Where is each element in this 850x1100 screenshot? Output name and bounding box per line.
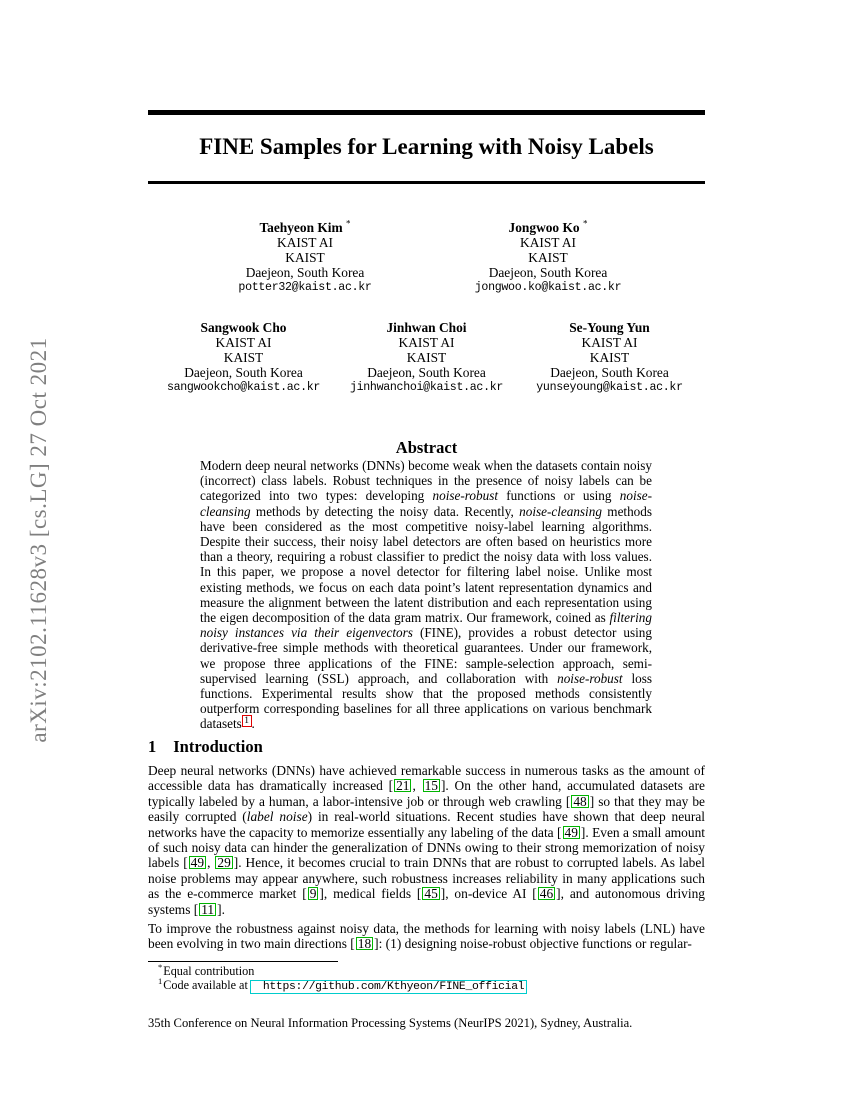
author-name: [441, 220, 656, 235]
author-email: jinhwanchoi@kaist.ac.kr: [349, 381, 504, 395]
title-rule-top: [148, 110, 705, 115]
author-affiliation: KAIST AI: [581, 335, 638, 351]
author-card: [338, 320, 516, 395]
author-name-text: Jinhwan Choi: [386, 320, 467, 335]
emphasized-text: noise-cleansing: [519, 503, 602, 519]
citation-link[interactable]: 49: [190, 855, 205, 871]
citation-link[interactable]: 48: [573, 793, 587, 809]
author-affiliation: Daejeon, South Korea: [550, 365, 669, 381]
author-card: [155, 320, 333, 395]
citation-link[interactable]: 15: [424, 778, 438, 794]
code-url-link[interactable]: https://github.com/Kthyeon/FINE_official: [250, 980, 527, 994]
authors-row-1: [148, 220, 705, 295]
author-card: [441, 220, 656, 295]
footnote-rule: [148, 961, 338, 962]
arxiv-watermark: arXiv:2102.11628v3 [cs.LG] 27 Oct 2021: [26, 337, 51, 743]
author-email: potter32@kaist.ac.kr: [238, 281, 372, 295]
equal-contribution-mark: *: [582, 218, 588, 229]
author-affiliation: KAIST: [406, 350, 447, 366]
author-affiliation: KAIST AI: [215, 335, 272, 351]
conference-footer: 35th Conference on Neural Information Processing Systems (NeurIPS 2021), Sydney, Australia.: [148, 1016, 633, 1030]
author-card: [198, 220, 413, 295]
author-affiliation: KAIST: [589, 350, 630, 366]
footnote-code-link: [148, 975, 705, 994]
author-name-text: Se-Young Yun: [569, 320, 650, 335]
emphasized-text: filtering noisy instances via their eigenvectors: [200, 610, 652, 641]
author-affiliation: KAIST AI: [277, 235, 333, 251]
author-name: [155, 320, 333, 335]
author-name-text: Jongwoo Ko: [508, 220, 580, 235]
author-affiliation: Daejeon, South Korea: [488, 265, 608, 281]
citation-link[interactable]: 49: [564, 824, 578, 840]
footnote-equal-contribution: [148, 961, 705, 979]
citation-link[interactable]: 29: [217, 855, 231, 871]
emphasized-text: noise-robust: [432, 488, 498, 504]
citation-link[interactable]: 11: [201, 901, 215, 917]
author-affiliation: KAIST AI: [398, 335, 455, 351]
author-name: [338, 320, 516, 335]
citation-link[interactable]: 45: [424, 886, 438, 902]
abstract-heading: Abstract: [395, 438, 458, 457]
footnote-mark: 1: [158, 975, 163, 986]
paper-title: FINE Samples for Learning with Noisy Labels: [199, 134, 654, 159]
author-affiliation: KAIST: [223, 350, 264, 366]
author-name-text: Sangwook Cho: [200, 320, 287, 335]
footnote-text: Equal contribution: [163, 964, 255, 978]
section-title: Introduction: [173, 737, 263, 756]
author-name: [198, 220, 413, 235]
footnote-text: Code available at https://github.com/Kthyeon/FINE_official: [163, 978, 527, 992]
emphasized-text: noise-robust: [557, 670, 623, 686]
citation-link[interactable]: 21: [396, 778, 410, 794]
title-rule-bottom: [148, 181, 705, 184]
emphasized-text: noise-cleansing: [200, 488, 652, 519]
author-email: sangwookcho@kaist.ac.kr: [166, 381, 321, 395]
author-affiliation: KAIST: [285, 250, 325, 266]
author-name-text: Taehyeon Kim: [259, 220, 343, 235]
authors-row-2: [148, 320, 705, 395]
intro-paragraph-2: To improve the robustness against noisy data, the methods for learning with noisy labels (LNL) have been evolving in two main directions [ 18 ]: (1) designing noise-robust objective functions or regular-: [148, 921, 705, 952]
author-email: jongwoo.ko@kaist.ac.kr: [474, 281, 622, 295]
abstract-text: Modern deep neural networks (DNNs) become weak when the datasets contain noisy (incorrect) class labels. Robust techniques in the presence of noisy labels can be categorized into two types: developing noise-robust functions or using noise-cleansing methods by detecting the noisy data. Recently, noise-cleansing methods have been considered as the most competitive noisy-label learning algorithms. Despite their success, their noisy label detectors are often based on heuristics more than a theory, requiring a robust classifier to predict the noisy data with loss values. In this paper, we propose a novel detector for filtering label noise. Unlike most existing methods, we focus on each data point’s latent representation dynamics and measure the alignment between the latent distribution and each representation using the eigen decomposition of the data gram matrix. Our framework, coined as filtering noisy instances via their eigenvectors (FINE), provides a robust detector using derivative-free simple methods with theoretical guarantees. Under our framework, we propose three applications of the FINE: sample-selection approach, semi-supervised learning (SSL) approach, and collaboration with noise-robust loss functions. Experimental results show that the proposed methods consistently outperform corresponding baselines for all three applications on various benchmark datasets $^1$ .: [200, 458, 652, 732]
citation-link[interactable]: 9: [309, 886, 317, 902]
author-affiliation: KAIST: [528, 250, 568, 266]
author-affiliation: Daejeon, South Korea: [367, 365, 486, 381]
author-affiliation: Daejeon, South Korea: [245, 265, 365, 281]
citation-link[interactable]: 18: [357, 936, 372, 952]
author-name: [521, 320, 699, 335]
section-heading-introduction: [148, 737, 263, 757]
citation-link[interactable]: 46: [539, 886, 554, 902]
author-affiliation: KAIST AI: [520, 235, 576, 251]
intro-paragraph-1: Deep neural networks (DNNs) have achieved remarkable success in numerous tasks as the amount of accessible data has dramatically increased [ 21 , 15 ]. On the other hand, accumulated datasets are typically labeled by a human, a labor-intensive job or through web crawling [ 48 ] so that they may be easily corrupted (label noise) in real-world situations. Recent studies have shown that deep neural networks have the capacity to memorize essentially any labeling of the data [ 49 ]. Even a small amount of such noisy data can hinder the generalization of DNNs owing to their strong memorization of noisy labels [ 49 , 29 ]. Hence, it becomes crucial to train DNNs that are robust to corrupted labels. As label noise problems may appear anywhere, such robustness increases reliability in many applications such as the e-commerce market [ 9 ], medical fields [ 45 ], on-device AI [ 46 ], and autonomous driving systems [ 11 ].: [148, 763, 706, 917]
emphasized-text: label noise: [246, 809, 308, 825]
author-affiliation: Daejeon, South Korea: [184, 365, 303, 381]
author-card: [521, 320, 699, 395]
author-email: yunseyoung@kaist.ac.kr: [536, 381, 683, 395]
footnote-mark: *: [158, 961, 163, 972]
equal-contribution-mark: *: [346, 218, 351, 229]
section-number: 1: [148, 737, 157, 756]
footnote-ref-link[interactable]: 1: [242, 715, 252, 727]
